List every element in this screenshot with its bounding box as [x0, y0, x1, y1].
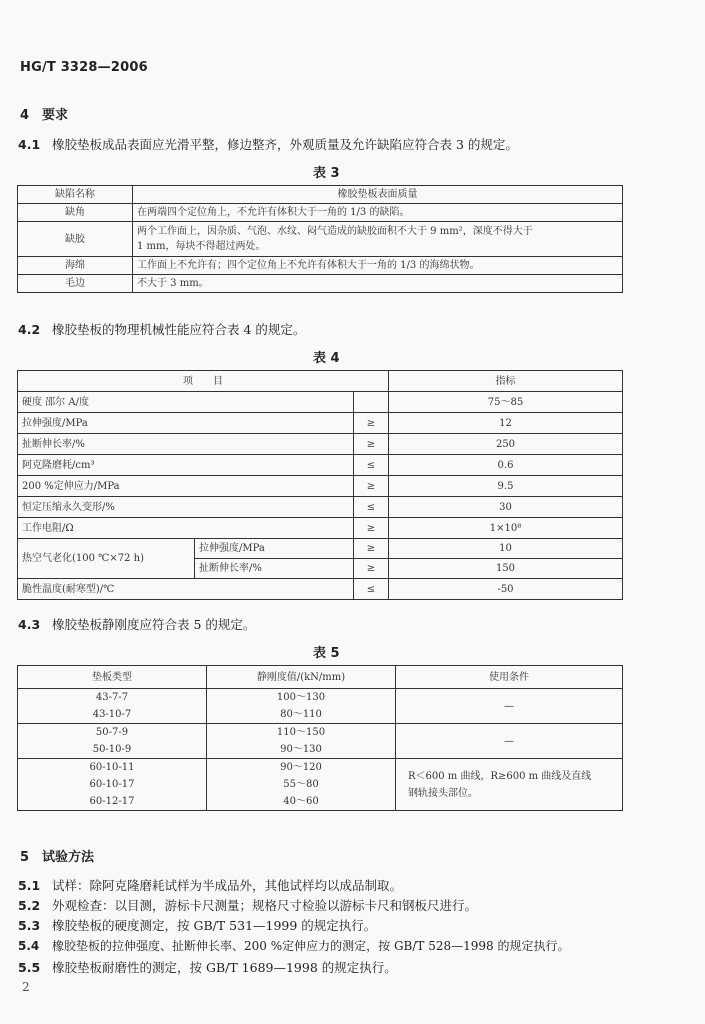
clause-4-3: 4.3 橡胶垫板静刚度应符合表 5 的规定。	[18, 617, 256, 632]
table-row	[18, 476, 623, 497]
section-4-heading: 4 要求	[20, 108, 69, 123]
table-header-cell: 垫板类型	[18, 666, 207, 689]
comparison-symbol: ≥	[354, 559, 389, 579]
stiffness-cell	[207, 724, 396, 759]
comparison-symbol: ≤	[354, 455, 389, 476]
stiffness-cell	[207, 759, 396, 811]
property-name: 拉伸强度/MPa	[195, 539, 354, 559]
usage-condition: —	[396, 724, 623, 759]
stiffness-value: 90～130	[280, 744, 322, 755]
clause-5-2: 5.2 外观检查：以目测，游标卡尺测量；规格尺寸检验以游标卡尺和钢板尺进行。	[18, 898, 478, 913]
pad-type: 50-7-9	[95, 727, 129, 738]
stiffness-value: 40～60	[283, 796, 319, 807]
property-value: 250	[389, 434, 623, 455]
table-header-cell: 缺陷名称	[18, 186, 133, 204]
pad-type-cell	[18, 759, 207, 811]
property-value: 12	[389, 413, 623, 434]
standard-header: HG/T 3328—2006	[20, 60, 148, 75]
stiffness-value: 110～150	[276, 727, 326, 738]
table-row-group	[18, 689, 623, 724]
property-name: 扯断伸长率/%	[18, 434, 354, 455]
clause-5-3: 5.3 橡胶垫板的硬度测定，按 GB/T 531—1999 的规定执行。	[18, 918, 377, 933]
table-row	[18, 413, 623, 434]
table-3-caption: 表 3	[313, 166, 340, 181]
property-name: 拉伸强度/MPa	[18, 413, 354, 434]
pad-type: 60-10-11	[89, 762, 135, 773]
table-5	[17, 665, 623, 811]
table-header-cell: 静刚度值/(kN/mm)	[207, 666, 396, 689]
table-header-row	[18, 666, 623, 689]
stiffness-value: 80～110	[280, 709, 322, 720]
comparison-symbol: ≥	[354, 518, 389, 539]
usage-condition	[396, 759, 623, 811]
defect-desc	[133, 222, 623, 257]
stiffness-value: 90～120	[280, 762, 322, 773]
defect-name: 缺胶	[18, 222, 133, 257]
clause-5-5: 5.5 橡胶垫板耐磨性的测定，按 GB/T 1689—1998 的规定执行。	[18, 960, 397, 975]
defect-name: 缺角	[18, 204, 133, 222]
table-5-caption: 表 5	[313, 646, 340, 661]
table-row	[18, 579, 623, 600]
table-header-cell: 项 目	[18, 371, 389, 392]
comparison-symbol: ≤	[354, 497, 389, 518]
usage-condition: —	[396, 689, 623, 724]
pad-type: 43-10-7	[92, 709, 132, 720]
table-row	[18, 257, 623, 275]
pad-type-cell	[18, 724, 207, 759]
defect-desc: 工作面上不允许有；四个定位角上不允许有体积大于一角的 1/3 的海绵状物。	[133, 257, 623, 275]
stiffness-value: 100～130	[276, 692, 326, 703]
property-name: 恒定压缩永久变形/%	[18, 497, 354, 518]
pad-type: 50-10-9	[92, 744, 132, 755]
table-header-cell: 指标	[389, 371, 623, 392]
table-row-group	[18, 724, 623, 759]
table-4-caption: 表 4	[313, 351, 340, 366]
table-row	[18, 434, 623, 455]
usage-condition-line: 钢轨接头部位。	[408, 787, 478, 799]
defect-name: 海绵	[18, 257, 133, 275]
property-value: 1×10⁸	[389, 518, 623, 539]
usage-condition-line: R＜600 m 曲线，R≥600 m 曲线及直线	[408, 770, 592, 782]
pad-type: 60-12-17	[89, 796, 135, 807]
comparison-symbol: ≥	[354, 413, 389, 434]
defect-desc: 不大于 3 mm。	[133, 275, 623, 293]
property-name: 200 %定伸应力/MPa	[18, 476, 354, 497]
defect-name: 毛边	[18, 275, 133, 293]
defect-desc-line: 1 mm，每块不得超过两处。	[137, 241, 266, 252]
section-5-heading: 5 试验方法	[20, 850, 95, 865]
table-row	[18, 539, 623, 559]
table-row	[18, 518, 623, 539]
table-header-row	[18, 186, 623, 204]
table-row-group	[18, 759, 623, 811]
table-row	[18, 275, 623, 293]
table-header-row	[18, 371, 623, 392]
table-row	[18, 455, 623, 476]
property-name: 工作电阻/Ω	[18, 518, 354, 539]
property-name: 脆性温度(耐寒型)/℃	[18, 579, 354, 600]
pad-type-cell	[18, 689, 207, 724]
table-row	[18, 497, 623, 518]
page-number: 2	[22, 980, 30, 994]
property-name: 阿克隆磨耗/cm³	[18, 455, 354, 476]
table-4	[17, 370, 623, 600]
clause-5-4: 5.4 橡胶垫板的拉伸强度、扯断伸长率、200 %定伸应力的测定，按 GB/T 528—1998 的规定执行。	[18, 939, 570, 953]
property-value: 10	[389, 539, 623, 559]
property-value: 30	[389, 497, 623, 518]
table-header-cell: 使用条件	[396, 666, 623, 689]
property-name: 扯断伸长率/%	[195, 559, 354, 579]
comparison-symbol: ≥	[354, 539, 389, 559]
table-3	[17, 185, 623, 293]
table-row	[18, 222, 623, 257]
defect-desc-line: 两个工作面上，因杂质、气泡、水纹、闷气造成的缺胶面积不大于 9 mm²，深度不得大于	[137, 226, 533, 237]
comparison-symbol: ≥	[354, 476, 389, 497]
comparison-symbol: ≤	[354, 579, 389, 600]
clause-4-2: 4.2 橡胶垫板的物理机械性能应符合表 4 的规定。	[18, 322, 306, 337]
pad-type: 60-10-17	[89, 779, 135, 790]
table-header-cell: 橡胶垫板表面质量	[133, 186, 623, 204]
aging-label: 热空气老化(100 ℃×72 h)	[18, 539, 195, 579]
pad-type: 43-7-7	[95, 692, 129, 703]
clause-5-1: 5.1 试样：除阿克隆磨耗试样为半成品外，其他试样均以成品制取。	[18, 878, 403, 893]
property-value: 75～85	[389, 392, 623, 413]
defect-desc: 在两端四个定位角上，不允许有体积大于一角的 1/3 的缺陷。	[133, 204, 623, 222]
clause-4-1: 4.1 橡胶垫板成品表面应光滑平整，修边整齐，外观质量及允许缺陷应符合表 3 的规定。	[18, 137, 518, 152]
table-row	[18, 204, 623, 222]
stiffness-cell	[207, 689, 396, 724]
table-row	[18, 392, 623, 413]
property-value: -50	[389, 579, 623, 600]
property-value: 150	[389, 559, 623, 579]
property-value: 0.6	[389, 455, 623, 476]
property-value: 9.5	[389, 476, 623, 497]
comparison-symbol	[354, 392, 389, 413]
comparison-symbol: ≥	[354, 434, 389, 455]
property-name: 硬度 邵尔 A/度	[18, 392, 354, 413]
stiffness-value: 55～80	[283, 779, 319, 790]
